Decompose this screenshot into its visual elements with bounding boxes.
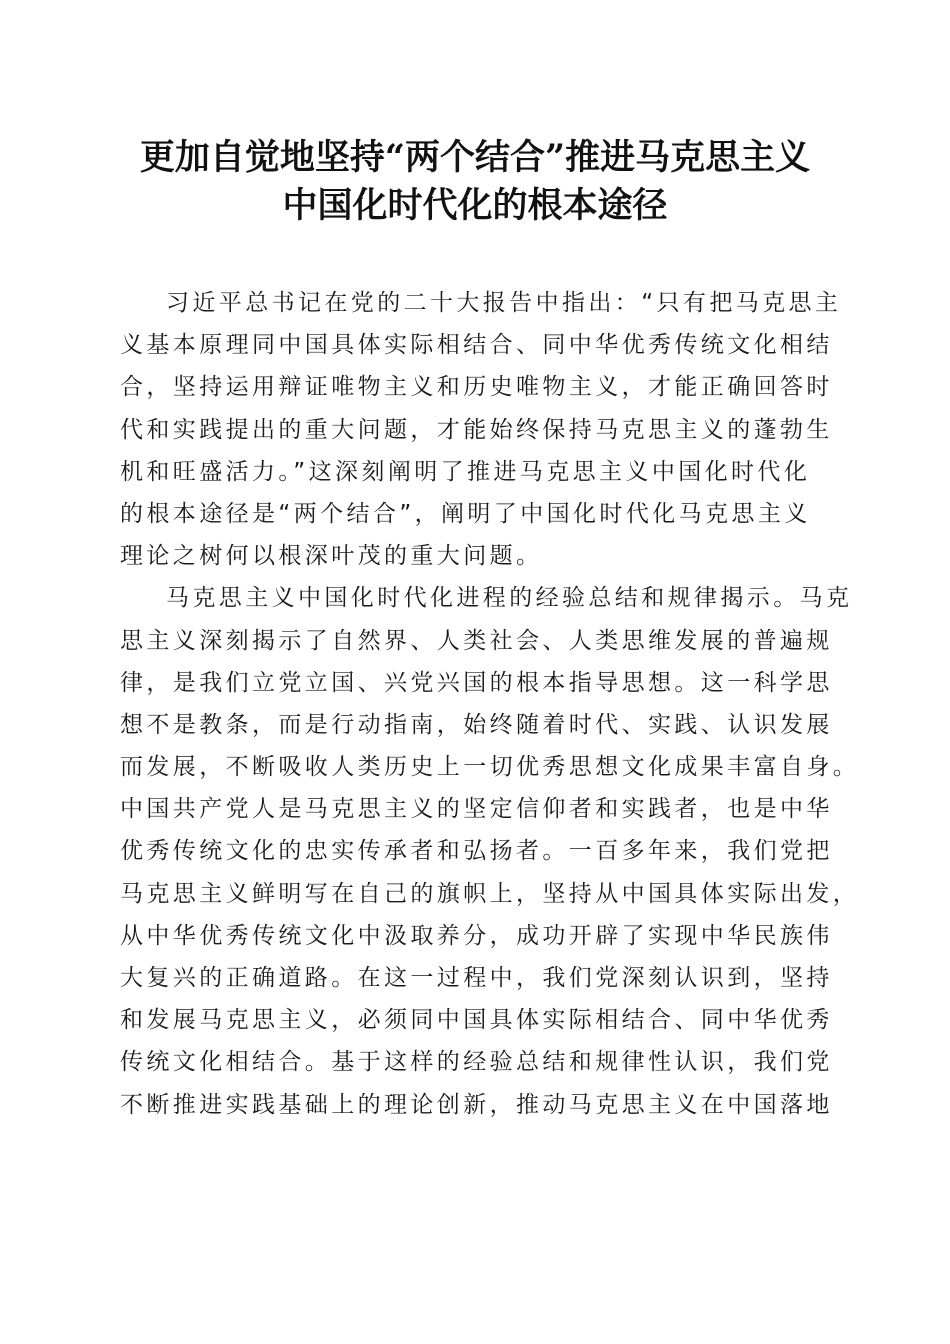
text-line: 中国共产党人是马克思主义的坚定信仰者和实践者，也是中华 (120, 796, 833, 823)
text-line: 和发展马克思主义，必须同中国具体实际相结合、同中华优秀 (120, 1007, 833, 1034)
text-line: 马克思主义中国化时代化进程的经验总结和规律揭示。马克 (166, 585, 853, 612)
document-title (100, 134, 850, 230)
text-line: 从中华优秀传统文化中汲取养分，成功开辟了实现中华民族伟 (120, 922, 833, 949)
text-line: 的根本途径是“两个结合”，阐明了中国化时代化马克思主义 (120, 500, 811, 527)
text-line: 习近平总书记在党的二十大报告中指出：“只有把马克思主 (166, 290, 842, 316)
text-line: 思主义深刻揭示了自然界、人类社会、人类思维发展的普遍规 (120, 627, 833, 654)
text-line: 代和实践提出的重大问题，才能始终保持马克思主义的蓬勃生 (120, 416, 833, 443)
text-line: 想不是教条，而是行动指南，始终随着时代、实践、认识发展 (120, 711, 833, 738)
paragraph-1 (120, 282, 842, 577)
text-line: 律，是我们立党立国、兴党兴国的根本指导思想。这一科学思 (120, 669, 833, 696)
text-line: 机和旺盛活力。”这深刻阐明了推进马克思主义中国化时代化 (120, 458, 811, 485)
paragraph-2 (120, 577, 860, 1125)
title-line-2: 中国化时代化的根本途径 (282, 185, 668, 226)
text-line: 马克思主义鲜明写在自己的旗帜上，坚持从中国具体实际出发， (120, 880, 860, 907)
text-line: 不断推进实践基础上的理论创新，推动马克思主义在中国落地 (120, 1091, 833, 1118)
text-line: 义基本原理同中国具体实际相结合、同中华优秀传统文化相结 (120, 332, 833, 359)
text-line: 优秀传统文化的忠实传承者和弘扬者。一百多年来，我们党把 (120, 838, 833, 865)
text-line: 大复兴的正确道路。在这一过程中，我们党深刻认识到，坚持 (120, 965, 833, 991)
text-line: 理论之树何以根深叶茂的重大问题。 (120, 543, 543, 570)
document-body (120, 282, 860, 1126)
text-line: 而发展，不断吸收人类历史上一切优秀思想文化成果丰富自身。 (120, 754, 860, 781)
text-line: 传统文化相结合。基于这样的经验总结和规律性认识，我们党 (120, 1049, 833, 1076)
title-line-1: 更加自觉地坚持“两个结合”推进马克思主义 (139, 137, 811, 178)
text-line: 合，坚持运用辩证唯物主义和历史唯物主义，才能正确回答时 (120, 374, 833, 401)
